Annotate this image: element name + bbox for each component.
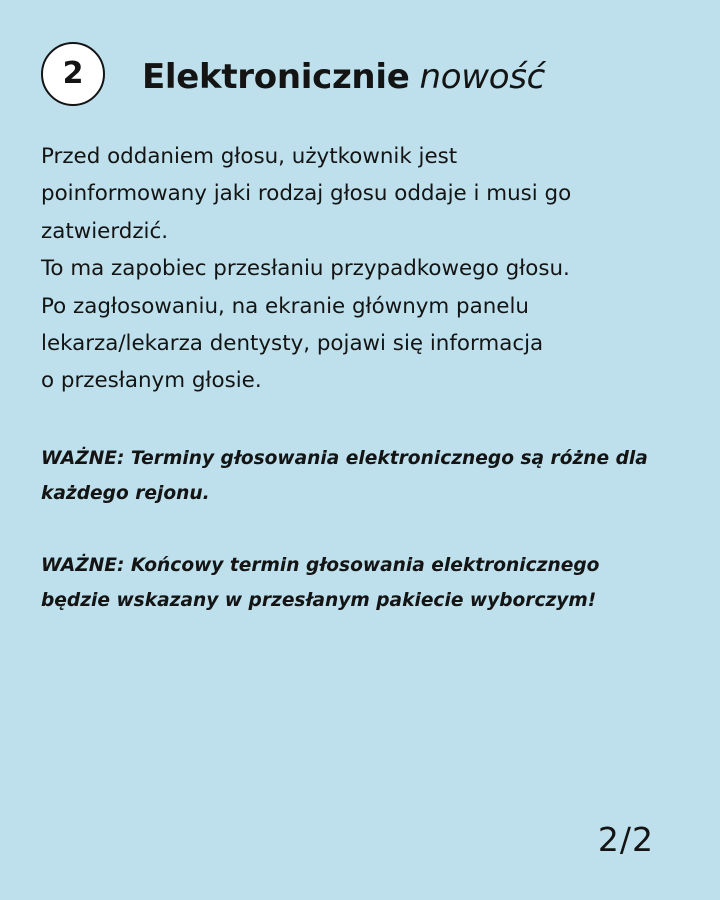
- page-indicator: 2/2: [597, 820, 654, 859]
- body-line: o przesłanym głosie.: [41, 368, 262, 394]
- notice-line: będzie wskazany w przesłanym pakiecie wyborczym!: [41, 590, 597, 611]
- notice-line: WAŻNE: Terminy głosowania elektronicznego są różne dla: [41, 448, 648, 469]
- step-number-badge: 2: [41, 42, 105, 106]
- notice-line: WAŻNE: Końcowy termin głosowania elektronicznego: [41, 555, 600, 576]
- body-line: Przed oddaniem głosu, użytkownik jest: [41, 144, 458, 169]
- page-title: [142, 52, 545, 102]
- body-line: zatwierdzić.: [41, 218, 169, 244]
- title-accent: nowość: [419, 57, 546, 97]
- notice-line: każdego rejonu.: [41, 483, 210, 504]
- important-notice-final-deadline: [41, 548, 701, 618]
- body-line: Po zagłosowaniu, na ekranie głównym panelu: [41, 293, 529, 319]
- body-paragraph: [41, 138, 691, 400]
- title-main: Elektronicznie: [142, 57, 410, 97]
- body-line: poinformowany jaki rodzaj głosu oddaje i musi go: [41, 181, 572, 207]
- important-notice-deadlines-vary: [41, 441, 701, 511]
- body-line: lekarza/lekarza dentysty, pojawi się informacja: [41, 331, 544, 357]
- body-line: To ma zapobiec przesłaniu przypadkowego głosu.: [41, 256, 570, 282]
